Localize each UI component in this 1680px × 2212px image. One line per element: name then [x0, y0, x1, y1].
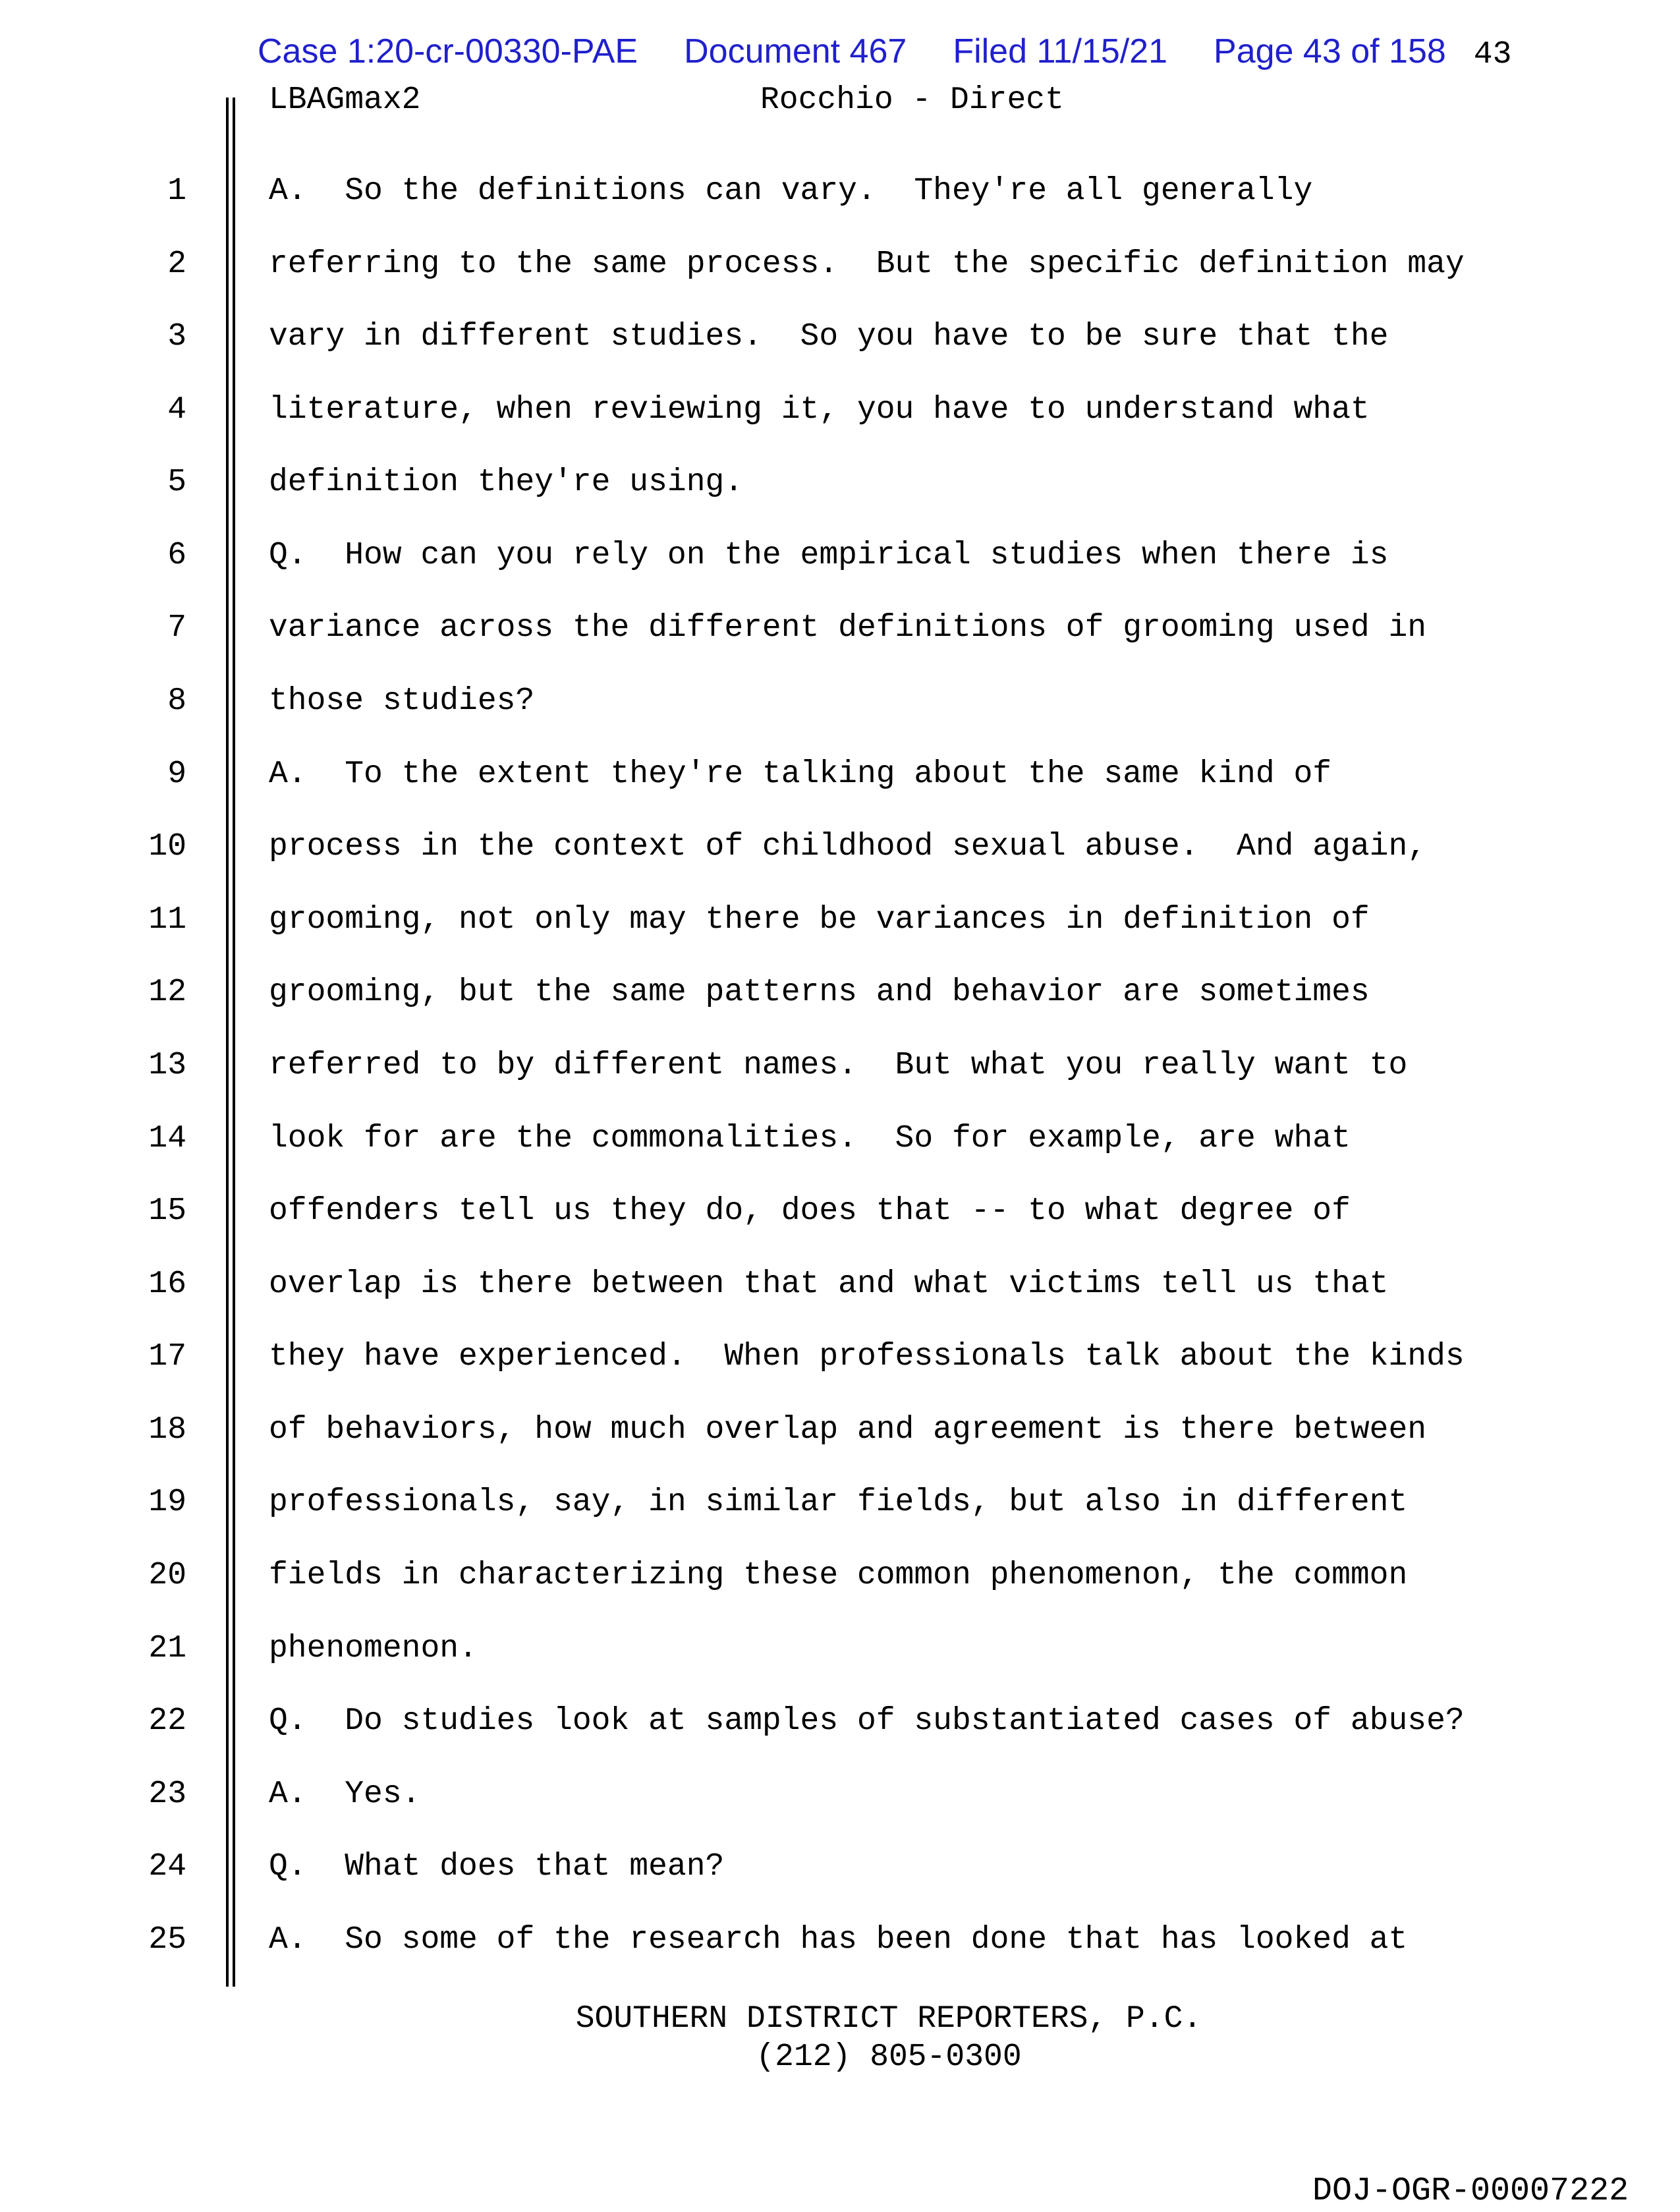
line-text: A. So some of the research has been done that has looked at: [269, 1922, 1408, 1958]
line-number: 13: [148, 1048, 186, 1083]
line-text: of behaviors, how much overlap and agreement is there between: [269, 1412, 1427, 1448]
line-text: A. So the definitions can vary. They're all generally: [269, 173, 1313, 209]
transcript-line: [0, 1848, 1680, 1885]
line-text: A. To the extent they're talking about the same kind of: [269, 756, 1332, 792]
line-text: overlap is there between that and what victims tell us that: [269, 1266, 1389, 1302]
line-number: 3: [167, 319, 186, 354]
transcript-line: [0, 1266, 1680, 1303]
stamp-case-number: Case 1:20-cr-00330-PAE: [258, 32, 638, 71]
transcript-line: [0, 1630, 1680, 1667]
transcript-line: [0, 1776, 1680, 1813]
line-number: 10: [148, 829, 186, 865]
line-number: 2: [167, 246, 186, 282]
line-text: those studies?: [269, 683, 535, 719]
footer-reporter-name: SOUTHERN DISTRICT REPORTERS, P.C.: [575, 2001, 1202, 2037]
line-number: 15: [148, 1193, 186, 1229]
transcript-line: [0, 901, 1680, 938]
line-number: 6: [167, 538, 186, 573]
line-text: look for are the commonalities. So for example, are what: [269, 1121, 1351, 1156]
transcript-line: [0, 173, 1680, 210]
ecf-header-stamp: [258, 33, 1511, 72]
transcript-line: [0, 318, 1680, 355]
transcript-line: [0, 828, 1680, 865]
transcript-line: [0, 391, 1680, 428]
line-text: vary in different studies. So you have to be sure that the: [269, 319, 1389, 354]
line-text: definition they're using.: [269, 465, 744, 500]
transcript-line: [0, 1921, 1680, 1958]
transcript-line: [0, 683, 1680, 720]
line-text: offenders tell us they do, does that -- to what degree of: [269, 1193, 1351, 1229]
line-text: Q. Do studies look at samples of substantiated cases of abuse?: [269, 1703, 1465, 1739]
witness-direct-title: Rocchio - Direct: [760, 82, 1064, 118]
transcript-line: [0, 537, 1680, 574]
stamp-filed-date: Filed 11/15/21: [953, 32, 1168, 71]
line-text: fields in characterizing these common phenomenon, the common: [269, 1558, 1408, 1593]
transcript-line: [0, 1557, 1680, 1594]
line-text: variance across the different definitions of grooming used in: [269, 610, 1427, 646]
line-text: Q. How can you rely on the empirical studies when there is: [269, 538, 1389, 573]
line-number: 7: [167, 610, 186, 646]
line-number: 19: [148, 1485, 186, 1520]
line-number: 23: [148, 1776, 186, 1812]
line-text: phenomenon.: [269, 1631, 478, 1666]
session-code: LBAGmax2: [269, 82, 421, 118]
line-text: professionals, say, in similar fields, but also in different: [269, 1485, 1408, 1520]
transcript-line: [0, 1411, 1680, 1448]
line-text: referred to by different names. But what you really want to: [269, 1048, 1408, 1083]
transcript-line: [0, 1120, 1680, 1157]
transcript-line: [0, 974, 1680, 1011]
line-text: grooming, but the same patterns and behavior are sometimes: [269, 975, 1370, 1010]
line-text: process in the context of childhood sexual abuse. And again,: [269, 829, 1427, 865]
transcript-line: [0, 610, 1680, 646]
stamp-page-of: Page 43 of 158: [1214, 32, 1446, 71]
line-number: 24: [148, 1849, 186, 1885]
line-number: 9: [167, 756, 186, 792]
line-number: 21: [148, 1631, 186, 1666]
line-number: 17: [148, 1339, 186, 1375]
line-text: they have experienced. When professionals talk about the kinds: [269, 1339, 1465, 1375]
transcript-line: [0, 1047, 1680, 1084]
line-number: 20: [148, 1558, 186, 1593]
transcript-line: [0, 1703, 1680, 1740]
line-text: A. Yes.: [269, 1776, 421, 1812]
stamp-document-number: Document 467: [684, 32, 907, 71]
line-number: 25: [148, 1922, 186, 1958]
line-text: literature, when reviewing it, you have to understand what: [269, 392, 1370, 428]
line-number: 22: [148, 1703, 186, 1739]
transcript-line: [0, 756, 1680, 793]
line-number: 1: [167, 173, 186, 209]
transcript-line: [0, 1193, 1680, 1230]
line-text: Q. What does that mean?: [269, 1849, 725, 1885]
transcript-line: [0, 1484, 1680, 1521]
footer-phone-number: (212) 805-0300: [756, 2039, 1022, 2075]
line-number: 16: [148, 1266, 186, 1302]
transcript-line: [0, 246, 1680, 283]
line-number: 18: [148, 1412, 186, 1448]
line-number: 11: [148, 902, 186, 938]
line-number: 14: [148, 1121, 186, 1156]
line-text: grooming, not only may there be variances in definition of: [269, 902, 1370, 938]
line-number: 8: [167, 683, 186, 719]
line-number: 12: [148, 975, 186, 1010]
line-text: referring to the same process. But the specific definition may: [269, 246, 1465, 282]
transcript-line: [0, 1338, 1680, 1375]
transcript-page-number: 43: [1473, 37, 1512, 72]
bates-stamp: DOJ-OGR-00007222: [1312, 2172, 1629, 2210]
transcript-line: [0, 464, 1680, 501]
line-number: 4: [167, 392, 186, 428]
line-number: 5: [167, 465, 186, 500]
